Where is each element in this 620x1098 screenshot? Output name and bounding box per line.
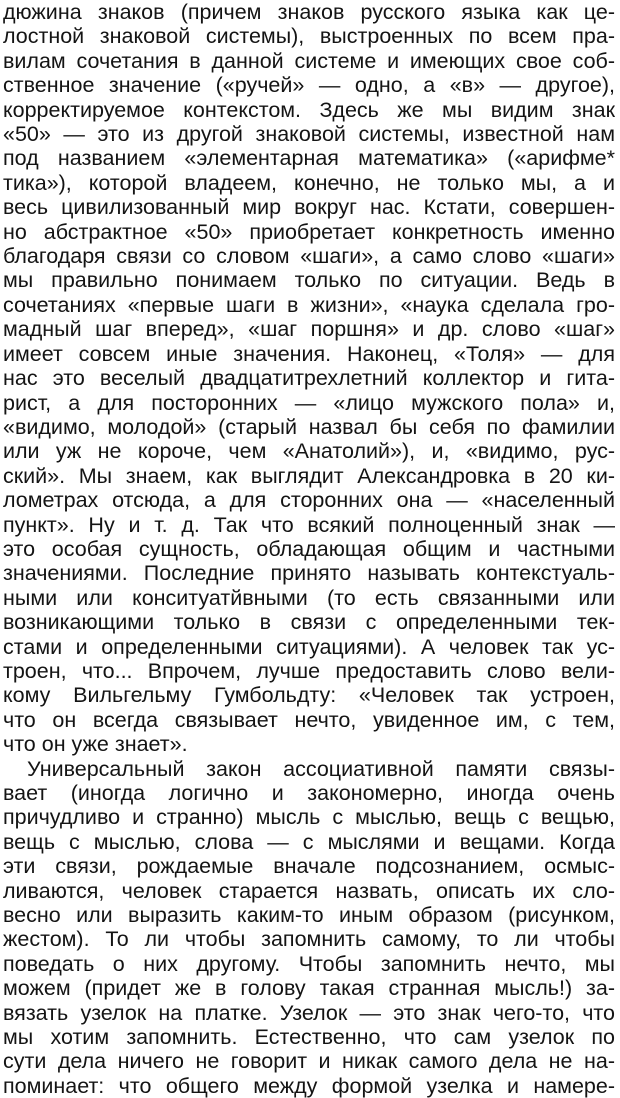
- text-line: причудливо и странно) мысль с мыслью, вещь с вещью,: [3, 805, 615, 830]
- paragraph-first-line: Универсальный закон ассоциативной памяти связы-: [27, 756, 615, 781]
- text-line: но абстрактное «50» приобретает конкретность именно: [3, 219, 615, 244]
- text-line: сочетаниях «первые шаги в жизни», «наука сделала гро-: [3, 292, 615, 317]
- text-line: поведать о них другому. Чтобы запомнить нечто, мы: [3, 951, 615, 976]
- text-line: имеет совсем иные значения. Наконец, «Толя» — для: [3, 341, 615, 366]
- text-line: мы правильно понимаем только по ситуации. Ведь в: [3, 268, 615, 293]
- text-line: под названием «элементарная математика» («арифме*: [3, 146, 615, 171]
- text-line: лометрах отсюда, а для сторонних она — «населенный: [3, 488, 615, 513]
- text-line: троен, что... Впрочем, лучше предоставить слово вели-: [3, 658, 615, 683]
- text-line: кому Вильгельму Гумбольдту: «Человек так устроен,: [3, 683, 615, 708]
- text-line: тика»), которой владеем, конечно, не только мы, а и: [3, 170, 615, 195]
- text-line: ственное значение («ручей» — одно, а «в» — другое),: [3, 73, 615, 98]
- text-line: вязать узелок на платке. Узелок — это знак чего-то, что: [3, 1000, 615, 1025]
- text-line: стами и определенными ситуациями). А человек так ус-: [3, 634, 615, 659]
- text-line: что он всегда связывает нечто, увиденное им, с тем,: [3, 707, 615, 732]
- text-line: ский». Мы знаем, как выглядит Александровка в 20 ки-: [3, 463, 615, 488]
- text-line: сути дела ничего не говорит и никак самого дела не на-: [3, 1049, 615, 1074]
- text-line: лостной знаковой системы), выстроенных по всем пра-: [3, 24, 615, 49]
- text-line: это особая сущность, обладающая общим и частными: [3, 536, 615, 561]
- text-line: что он уже знает».: [3, 732, 188, 757]
- text-line: эти связи, рождаемые вначале подсознанием, осмыс-: [3, 854, 615, 879]
- text-line: дюжина знаков (причем знаков русского языка как це-: [3, 0, 615, 24]
- text-line: жестом). То ли чтобы запомнить самому, то ли чтобы: [3, 927, 615, 952]
- text-line: возникающими только в связи с определенными тек-: [3, 610, 615, 635]
- text-line: «видимо, молодой» (старый назвал бы себя по фамилии: [3, 414, 615, 439]
- text-line: корректируемое контекстом. Здесь же мы видим знак: [3, 97, 615, 122]
- text-line: пункт». Ну и т. д. Так что всякий полноценный знак —: [3, 512, 615, 537]
- text-line: мы хотим запомнить. Естественно, что сам узелок по: [3, 1025, 615, 1050]
- text-line: можем (придет же в голову такая странная мысль!) за-: [3, 976, 615, 1001]
- text-line: или уж не короче, чем «Анатолий»), и, «видимо, рус-: [3, 439, 615, 464]
- text-line: ными или конситуатйвными (то есть связанными или: [3, 585, 615, 610]
- text-line: мадный шаг вперед», «шаг поршня» и др. слово «шаг»: [3, 317, 615, 342]
- text-line: вилам сочетания в данной системе и имеющих свое соб-: [3, 48, 615, 73]
- text-line: ливаются, человек старается назвать, описать их сло-: [3, 878, 615, 903]
- text-line: весь цивилизованный мир вокруг нас. Кстати, совершен-: [3, 195, 615, 220]
- text-line: поминает: что общего между формой узелка и намере-: [3, 1073, 615, 1098]
- book-page: [3, 0, 615, 1098]
- text-line: весно или выразить каким-то иным образом (рисунком,: [3, 903, 615, 928]
- text-line: вает (иногда логично и закономерно, иногда очень: [3, 781, 615, 805]
- text-line: нас это веселый двадцатитрехлетний коллектор и гита-: [3, 366, 615, 391]
- text-line: «50» — это из другой знаковой системы, известной нам: [3, 122, 615, 147]
- text-line: вещь с мыслью, слова — с мыслями и вещами. Когда: [3, 829, 615, 854]
- text-line: благодаря связи со словом «шаги», а само слово «шаги»: [3, 244, 615, 269]
- text-line: рист, а для посторонних — «лицо мужского пола» и,: [3, 390, 615, 415]
- text-line: значениями. Последние принято называть контекстуаль-: [3, 561, 615, 586]
